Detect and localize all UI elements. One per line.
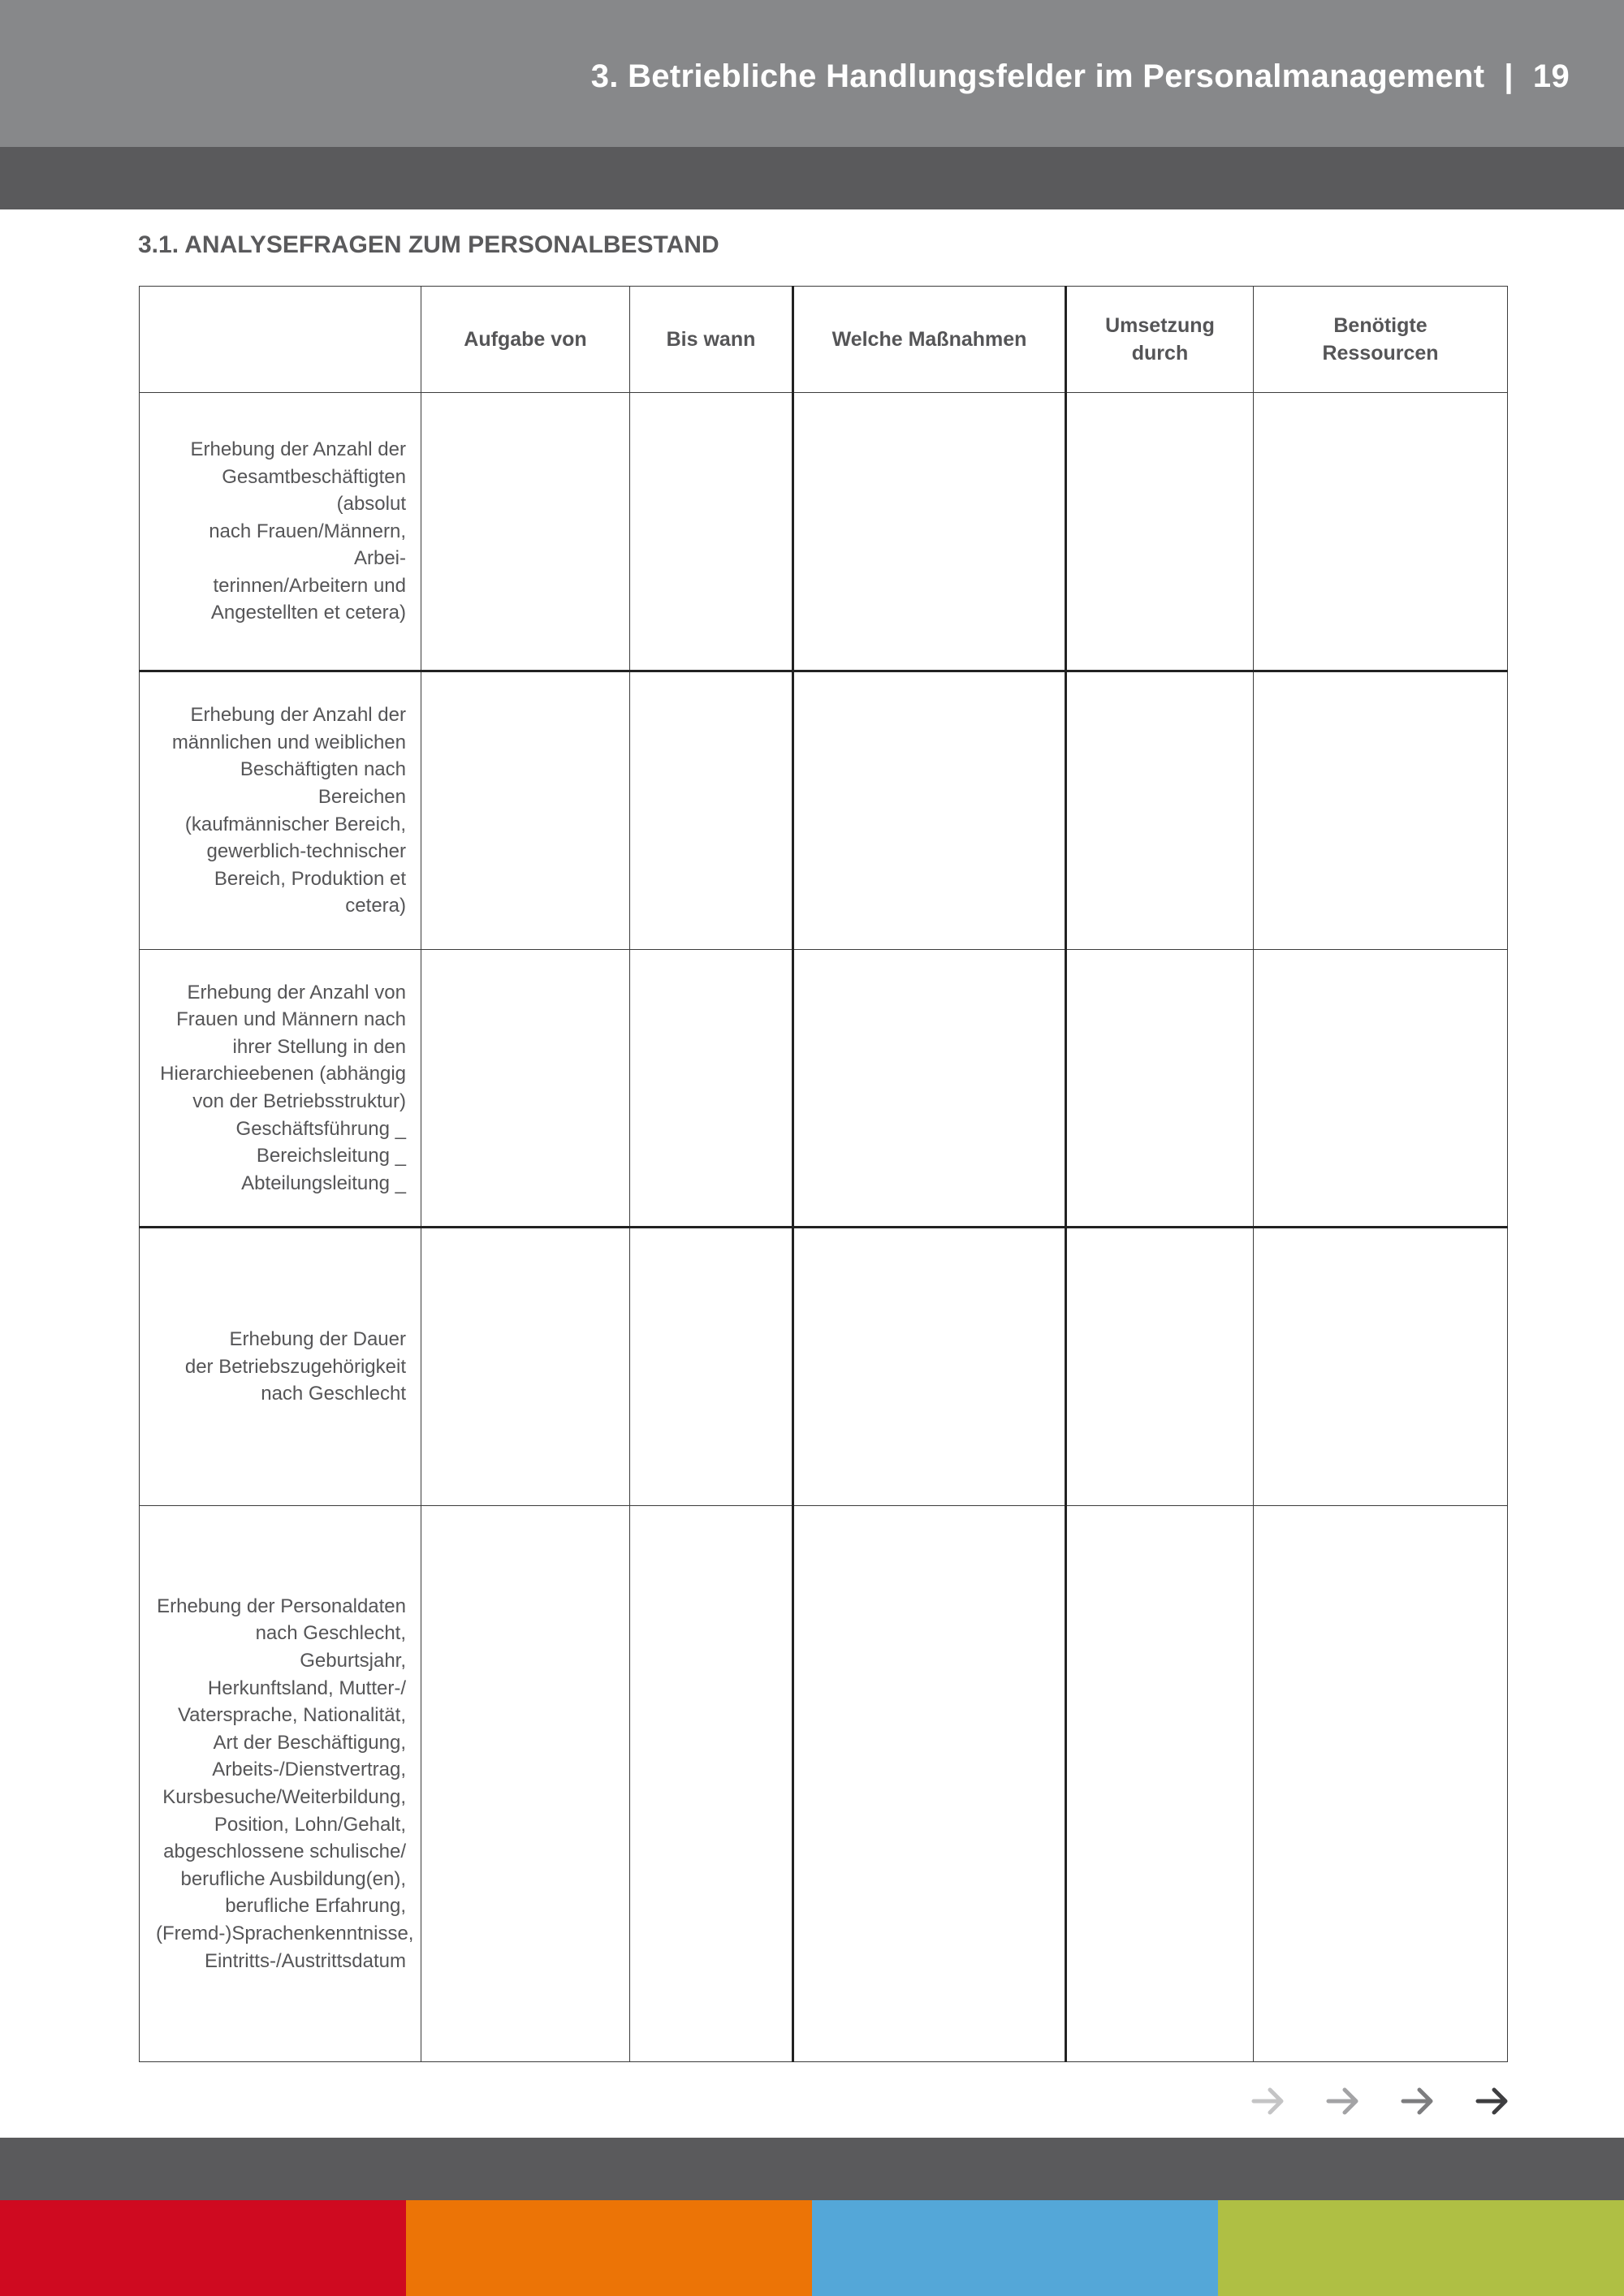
row-question: Erhebung der Dauer der Betriebszugehörigkeit nach Geschlecht xyxy=(140,1228,421,1506)
cell-bis-wann[interactable] xyxy=(630,1228,793,1506)
nav-arrow-2[interactable] xyxy=(1325,2083,1361,2119)
row-question: Erhebung der Anzahl der männlichen und weiblichen Beschäftigten nach Bereichen (kaufmännischer Bereich, gewerblich-technischer Bereich, Produktion et cetera) xyxy=(140,671,421,950)
header-bar xyxy=(0,0,1624,147)
cell-aufgabe-von[interactable] xyxy=(421,1506,630,2062)
table-row xyxy=(140,950,1508,1228)
cell-umsetzung[interactable] xyxy=(1066,1506,1254,2062)
cell-umsetzung[interactable] xyxy=(1066,393,1254,671)
header-band xyxy=(0,147,1624,209)
cell-ressourcen[interactable] xyxy=(1254,393,1508,671)
cell-ressourcen[interactable] xyxy=(1254,1228,1508,1506)
cell-umsetzung[interactable] xyxy=(1066,950,1254,1228)
column-header-umsetzung: Umsetzung durch xyxy=(1066,287,1254,393)
cell-bis-wann[interactable] xyxy=(630,950,793,1228)
header-separator: | xyxy=(1504,58,1514,94)
page-number: 19 xyxy=(1532,58,1570,94)
column-header-ressourcen: Benötigte Ressourcen xyxy=(1254,287,1508,393)
arrow-right-icon xyxy=(1475,2083,1510,2119)
row-question: Erhebung der Anzahl von Frauen und Männern nach ihrer Stellung in den Hierarchieebenen (abhängig von der Betriebsstruktur) Geschäftsführung _ Bereichsleitung _ Abteilungsleitung _ xyxy=(140,950,421,1228)
arrow-right-icon xyxy=(1400,2083,1436,2119)
table-row xyxy=(140,1506,1508,2062)
arrow-right-icon xyxy=(1325,2083,1361,2119)
analysis-table xyxy=(139,286,1508,2062)
table-row xyxy=(140,393,1508,671)
column-header-question xyxy=(140,287,421,393)
footer-color-blue xyxy=(812,2200,1218,2296)
cell-ressourcen[interactable] xyxy=(1254,671,1508,950)
cell-massnahmen[interactable] xyxy=(793,393,1066,671)
table-header-row xyxy=(140,287,1508,393)
row-question: Erhebung der Anzahl der Gesamtbeschäftigten (absolut nach Frauen/Männern, Arbei- terinnen/Arbeitern und Angestellten et cetera) xyxy=(140,393,421,671)
cell-aufgabe-von[interactable] xyxy=(421,950,630,1228)
column-header-massnahmen: Welche Maßnahmen xyxy=(793,287,1066,393)
cell-bis-wann[interactable] xyxy=(630,393,793,671)
arrow-right-icon xyxy=(1250,2083,1286,2119)
footer-color-green xyxy=(1218,2200,1624,2296)
cell-umsetzung[interactable] xyxy=(1066,671,1254,950)
cell-bis-wann[interactable] xyxy=(630,671,793,950)
row-question: Erhebung der Personaldaten nach Geschlecht, Geburtsjahr, Herkunftsland, Mutter-/ Vatersprache, Nationalität, Art der Beschäftigung, Arbeits-/Dienstvertrag, Kursbesuche/Weiterbildung, Position, Lohn/Gehalt, abgeschlossene schulische/ berufliche Ausbildung(en), berufliche Erfahrung, (Fremd-)Sprachenkenntnisse, Eintritts-/Austrittsdatum xyxy=(140,1506,421,2062)
cell-ressourcen[interactable] xyxy=(1254,1506,1508,2062)
cell-massnahmen[interactable] xyxy=(793,950,1066,1228)
cell-ressourcen[interactable] xyxy=(1254,950,1508,1228)
footer-color-orange xyxy=(406,2200,812,2296)
cell-massnahmen[interactable] xyxy=(793,1506,1066,2062)
cell-massnahmen[interactable] xyxy=(793,1228,1066,1506)
table-row xyxy=(140,671,1508,950)
page-header-title xyxy=(591,52,1570,101)
section-title: 3.1. ANALYSEFRAGEN ZUM PERSONALBESTAND xyxy=(138,231,719,258)
cell-aufgabe-von[interactable] xyxy=(421,1228,630,1506)
table-row xyxy=(140,1228,1508,1506)
chapter-title: 3. Betriebliche Handlungsfelder im Personalmanagement xyxy=(590,58,1485,94)
nav-arrow-1[interactable] xyxy=(1250,2083,1286,2119)
cell-aufgabe-von[interactable] xyxy=(421,393,630,671)
nav-arrow-3[interactable] xyxy=(1400,2083,1436,2119)
cell-bis-wann[interactable] xyxy=(630,1506,793,2062)
column-header-aufgabe-von: Aufgabe von xyxy=(421,287,630,393)
footer-color-red xyxy=(0,2200,406,2296)
nav-arrow-4[interactable] xyxy=(1475,2083,1510,2119)
cell-umsetzung[interactable] xyxy=(1066,1228,1254,1506)
footer-band xyxy=(0,2138,1624,2200)
column-header-bis-wann: Bis wann xyxy=(630,287,793,393)
cell-aufgabe-von[interactable] xyxy=(421,671,630,950)
cell-massnahmen[interactable] xyxy=(793,671,1066,950)
